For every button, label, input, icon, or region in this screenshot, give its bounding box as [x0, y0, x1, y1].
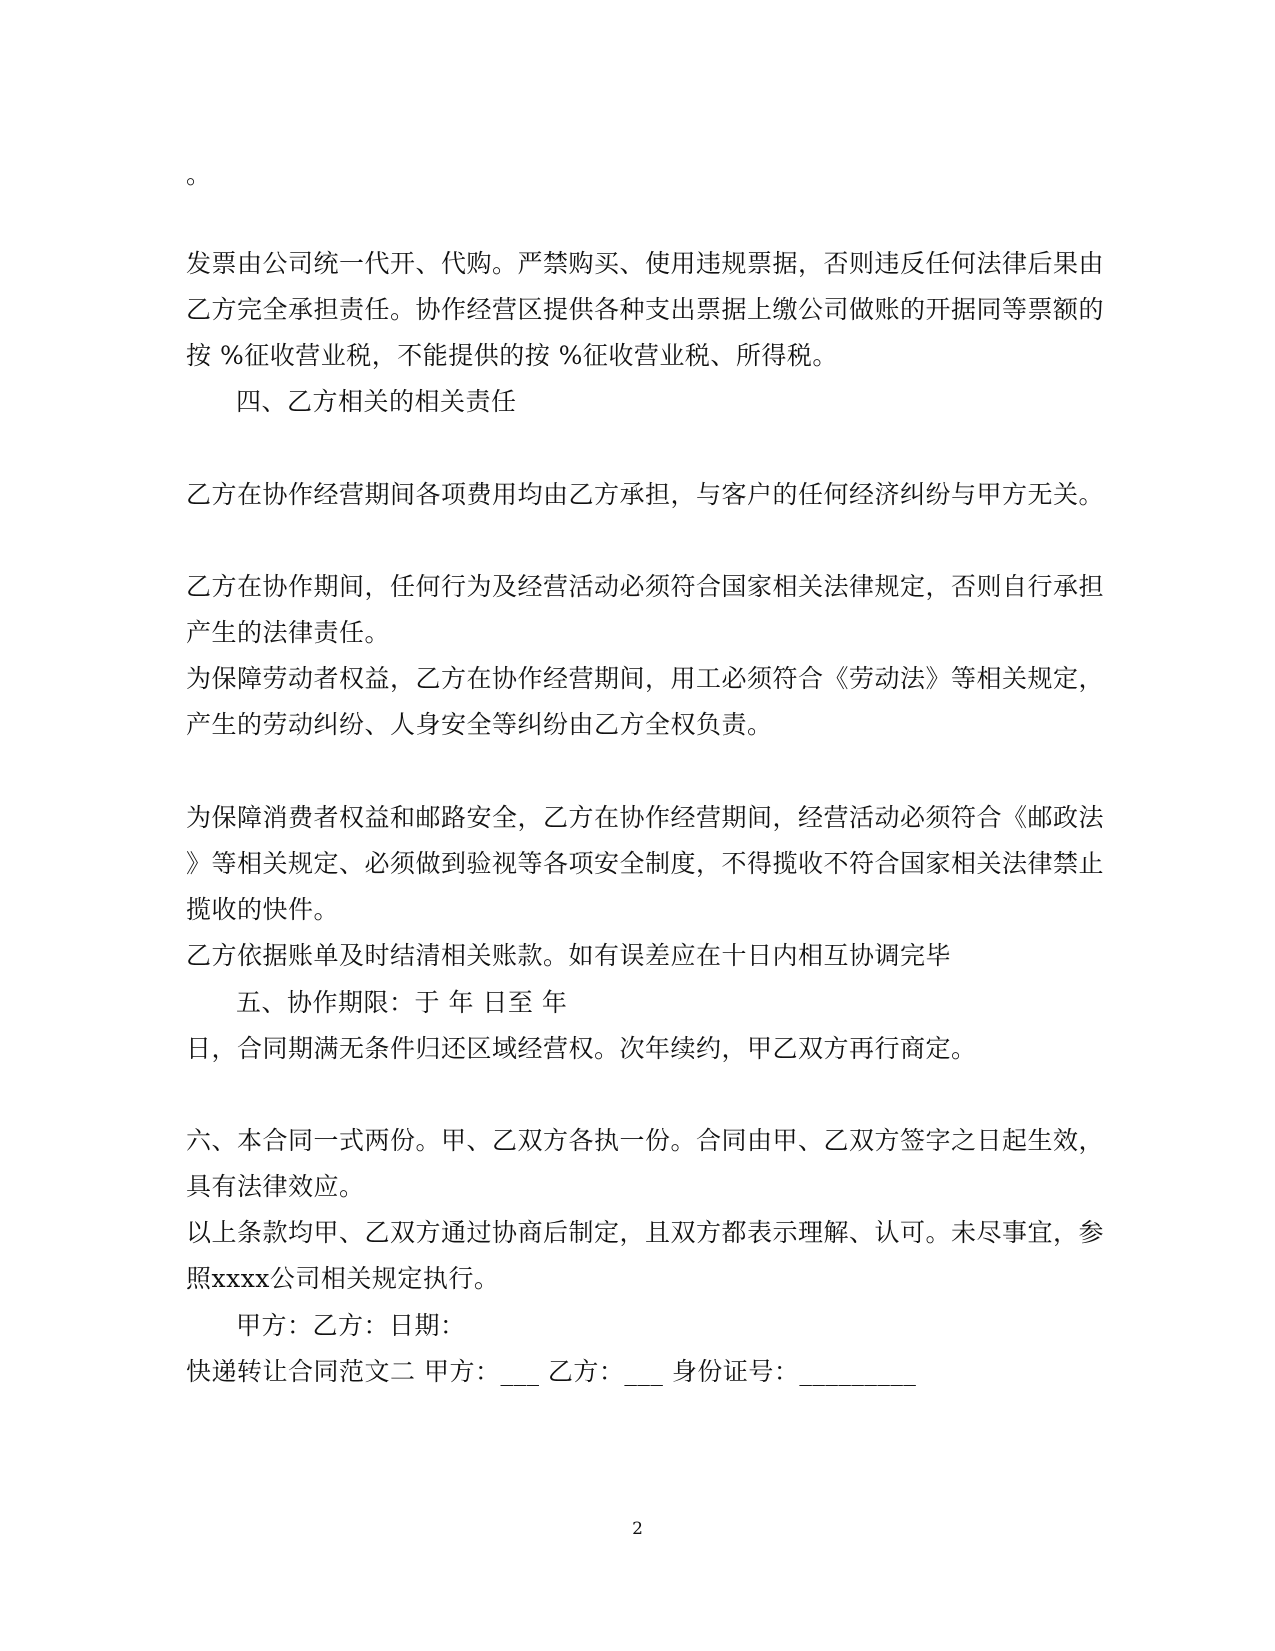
text-line: 乙方完全承担责任。协作经营区提供各种支出票据上缴公司做账的开据同等票额的 — [186, 295, 1105, 324]
text-line: 乙方在协作经营期间各项费用均由乙方承担，与客户的任何经济纠纷与甲方无关。 — [186, 480, 1105, 509]
text-line: 照xxxx公司相关规定执行。 — [186, 1264, 500, 1293]
signature-line: 甲方：乙方：日期： — [236, 1311, 466, 1340]
text-line: 乙方依据账单及时结清相关账款。如有误差应在十日内相互协调完毕 — [186, 941, 952, 970]
text-line: 为保障消费者权益和邮路安全，乙方在协作经营期间，经营活动必须符合《邮政法 — [186, 803, 1105, 832]
text-line: 揽收的快件。 — [186, 895, 340, 924]
text-line: 产生的劳动纠纷、人身安全等纠纷由乙方全权负责。 — [186, 710, 773, 739]
page-number: 2 — [632, 1519, 643, 1539]
text-line: 为保障劳动者权益，乙方在协作经营期间，用工必须符合《劳动法》等相关规定， — [186, 664, 1105, 693]
text-line: 产生的法律责任。 — [186, 618, 391, 647]
section-heading: 五、协作期限：于 年 日至 年 — [236, 988, 568, 1017]
text-line: 》等相关规定、必须做到验视等各项安全制度，不得揽收不符合国家相关法律禁止 — [186, 849, 1105, 878]
section-heading: 四、乙方相关的相关责任 — [236, 387, 517, 416]
text-line: 具有法律效应。 — [186, 1172, 365, 1201]
text-line: 发票由公司统一代开、代购。严禁购买、使用违规票据，否则违反任何法律后果由 — [186, 249, 1105, 278]
text-line: 快递转让合同范文二 甲方：___ 乙方：___ 身份证号：_________ — [186, 1357, 917, 1386]
text-line: 。 — [186, 160, 212, 189]
text-line: 乙方在协作期间，任何行为及经营活动必须符合国家相关法律规定，否则自行承担 — [186, 572, 1105, 601]
text-line: 以上条款均甲、乙双方通过协商后制定，且双方都表示理解、认可。未尽事宜，参 — [186, 1218, 1105, 1247]
text-line: 按 %征收营业税，不能提供的按 %征收营业税、所得税。 — [186, 341, 838, 370]
text-line: 日，合同期满无条件归还区域经营权。次年续约，甲乙双方再行商定。 — [186, 1034, 977, 1063]
text-line: 六、本合同一式两份。甲、乙双方各执一份。合同由甲、乙双方签字之日起生效， — [186, 1126, 1105, 1155]
